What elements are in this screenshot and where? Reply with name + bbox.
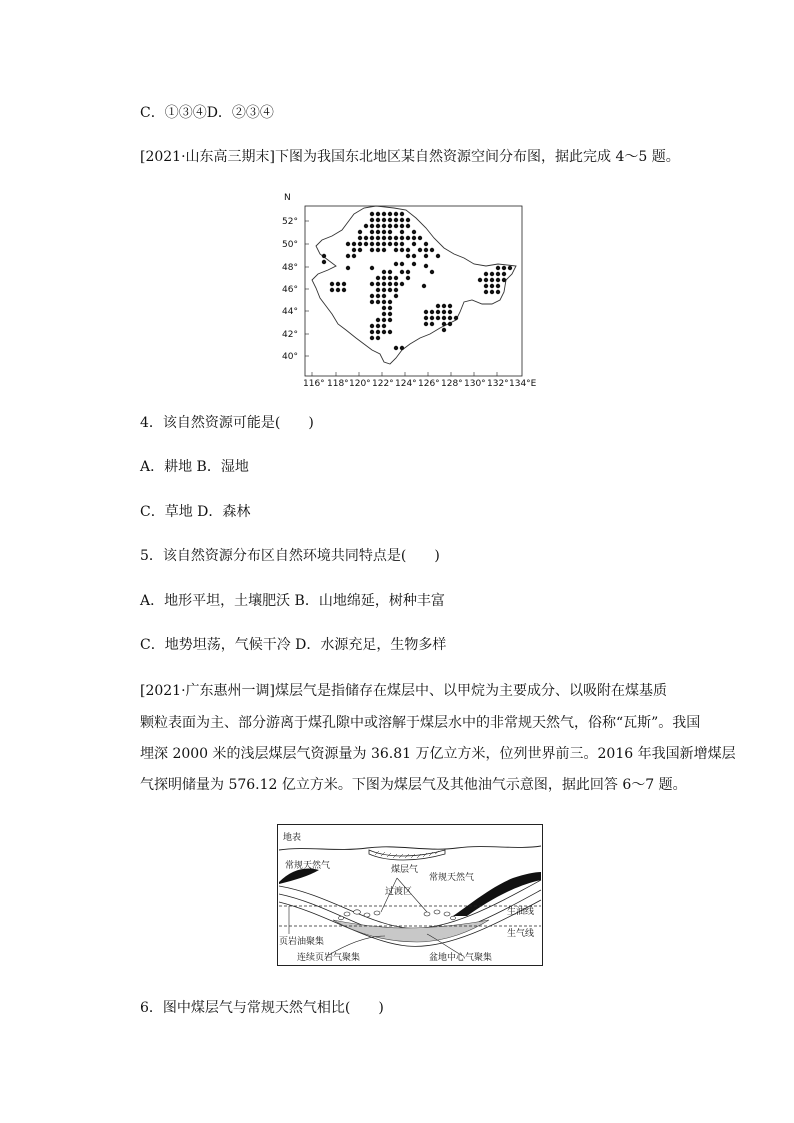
coalbed-gas-diagram <box>277 824 543 966</box>
lat-label-42: 42° <box>282 330 298 340</box>
label-shale-oil: 页岩油聚集 <box>279 937 325 947</box>
lat-label-50: 50° <box>282 240 298 250</box>
q5-options-cd: C．地势坦荡，气候干冷 D．水源充足，生物多样 <box>140 637 447 653</box>
q4-stem: 4．该自然资源可能是( ) <box>140 415 314 431</box>
surface-line <box>279 846 541 850</box>
label-coalbed-gas: 煤层气 <box>391 865 419 875</box>
resource-dots <box>322 212 512 350</box>
intro-q6-7-line1: [2021·广东惠州一调]煤层气是指储存在煤层中、以甲烷为主要成分、以吸附在煤基质 <box>140 683 668 699</box>
lon-label-122: 122° <box>372 379 394 389</box>
q3-options: C．①③④D．②③④ <box>140 105 274 121</box>
lat-label-46: 46° <box>282 285 298 295</box>
lon-label-132: 132° <box>487 379 509 389</box>
q5-stem: 5．该自然资源分布区自然环境共同特点是( ) <box>140 548 440 564</box>
label-conventional-gas-right: 常规天然气 <box>429 873 475 883</box>
label-shale-gas: 连续页岩气聚集 <box>297 953 361 963</box>
lon-label-118: 118° <box>327 379 349 389</box>
q4-options-cd: C．草地 D．森林 <box>140 504 251 520</box>
lon-label-128: 128° <box>441 379 463 389</box>
lat-label-52: 52° <box>282 217 298 227</box>
lat-label-48: 48° <box>282 263 298 273</box>
label-transition-zone: 过渡区 <box>385 887 413 897</box>
transition-bubbles <box>339 910 456 920</box>
label-surface: 地表 <box>283 833 302 843</box>
lon-label-124: 124° <box>395 379 417 389</box>
resource-distribution-map <box>276 188 538 390</box>
intro-question-4-5: [2021·山东高三期末]下图为我国东北地区某自然资源空间分布图，据此完成 4～5 题。 <box>140 149 680 165</box>
q4-options-ab: A．耕地 B．湿地 <box>140 459 249 475</box>
q6-stem: 6．图中煤层气与常规天然气相比( ) <box>140 1000 384 1016</box>
lon-label-116: 116° <box>303 379 325 389</box>
lon-label-130: 130° <box>464 379 486 389</box>
label-oil-line: 生油线 <box>507 907 535 917</box>
lon-label-134: 134°E <box>509 379 537 389</box>
q5-options-ab: A．地形平坦，土壤肥沃 B．山地绵延，树种丰富 <box>140 593 445 609</box>
lat-label-40: 40° <box>282 352 298 362</box>
label-basin-center-gas: 盆地中心气聚集 <box>429 953 493 963</box>
intro-q6-7-line2: 颗粒表面为主、部分游离于煤孔隙中或溶解于煤层水中的非常规天然气，俗称“瓦斯”。我国 <box>140 715 701 731</box>
lon-label-120: 120° <box>349 379 371 389</box>
intro-q6-7-line4: 气探明储量为 576.12 亿立方米。下图为煤层气及其他油气示意图，据此回答 6～7 题。 <box>140 777 687 793</box>
label-gas-line: 生气线 <box>507 929 535 939</box>
lon-label-126: 126° <box>418 379 440 389</box>
label-conventional-gas-left: 常规天然气 <box>285 861 331 871</box>
north-label: N <box>284 193 291 203</box>
basin-center-gas <box>333 920 489 942</box>
coal-seam <box>369 850 445 860</box>
lat-label-44: 44° <box>282 307 298 317</box>
intro-q6-7-line3: 埋深 2000 米的浅层煤层气资源量为 36.81 万亿立方米，位列世界前三。2016 年我国新增煤层 <box>140 746 736 762</box>
